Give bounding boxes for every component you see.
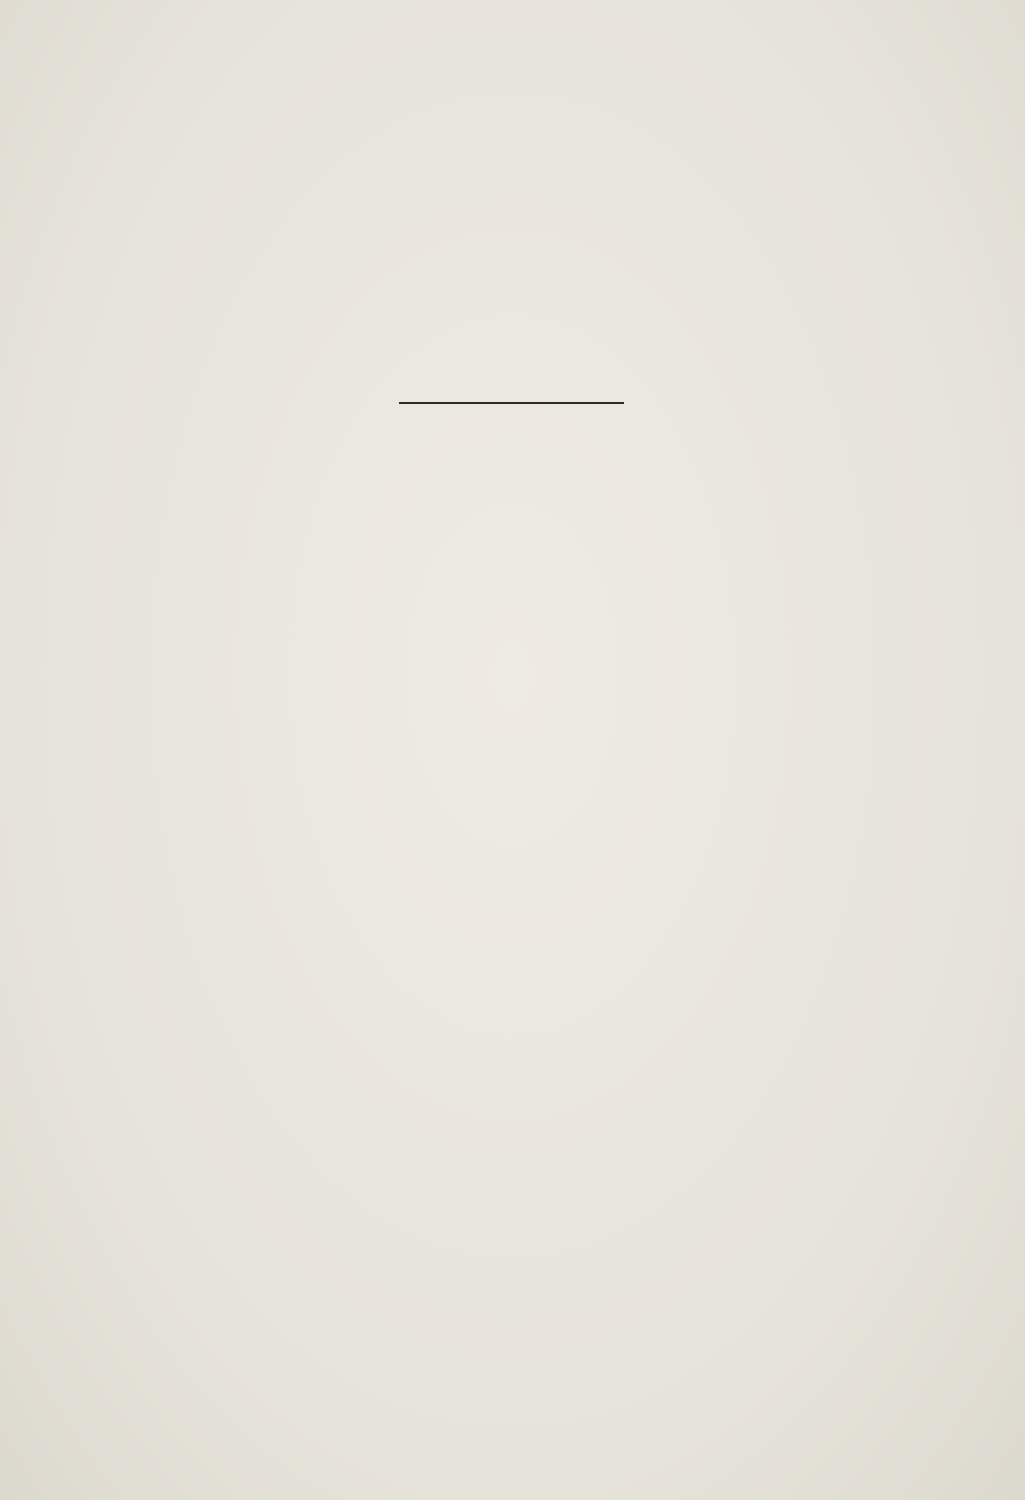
section-divider bbox=[399, 402, 624, 404]
